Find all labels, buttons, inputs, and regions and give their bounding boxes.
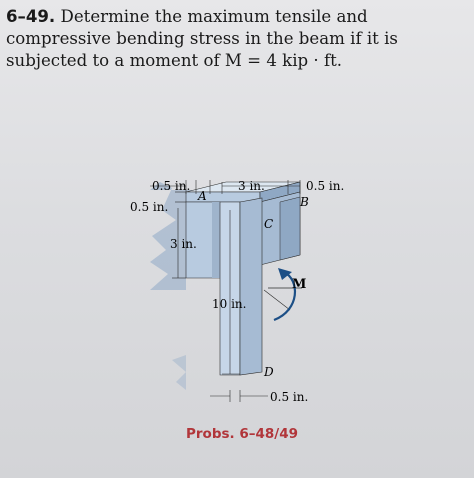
- figure-caption: Probs. 6–48/49: [186, 426, 299, 442]
- left-leg-inner: [212, 202, 220, 278]
- dim-top-right-label: 0.5 in.: [306, 179, 345, 193]
- point-c-label: C: [264, 217, 274, 231]
- dim-web-height-label: 10 in.: [212, 297, 247, 311]
- problem-text: Determine the maximum tensile and compressive bending stress in the beam if it is subjected to a moment of M = 4 kip · ft.: [6, 7, 398, 70]
- dim-web-thickness-label: 0.5 in.: [270, 390, 309, 404]
- point-b-label: B: [300, 195, 309, 209]
- problem-statement: [6, 6, 468, 72]
- dim-top-mid-label: 3 in.: [238, 179, 265, 193]
- point-d-label: D: [264, 365, 274, 379]
- dim-top-left-label: 0.5 in.: [152, 179, 191, 193]
- dim-flange-thickness-label: 0.5 in.: [130, 200, 169, 214]
- problem-number: 6–49.: [6, 7, 56, 26]
- web-side: [240, 198, 262, 375]
- point-a-label: A: [198, 189, 207, 203]
- beam-figure: [0, 150, 474, 450]
- dim-leg-height-label: 3 in.: [170, 237, 197, 251]
- moment-label: M: [292, 277, 307, 292]
- beam-diagram: [0, 150, 474, 450]
